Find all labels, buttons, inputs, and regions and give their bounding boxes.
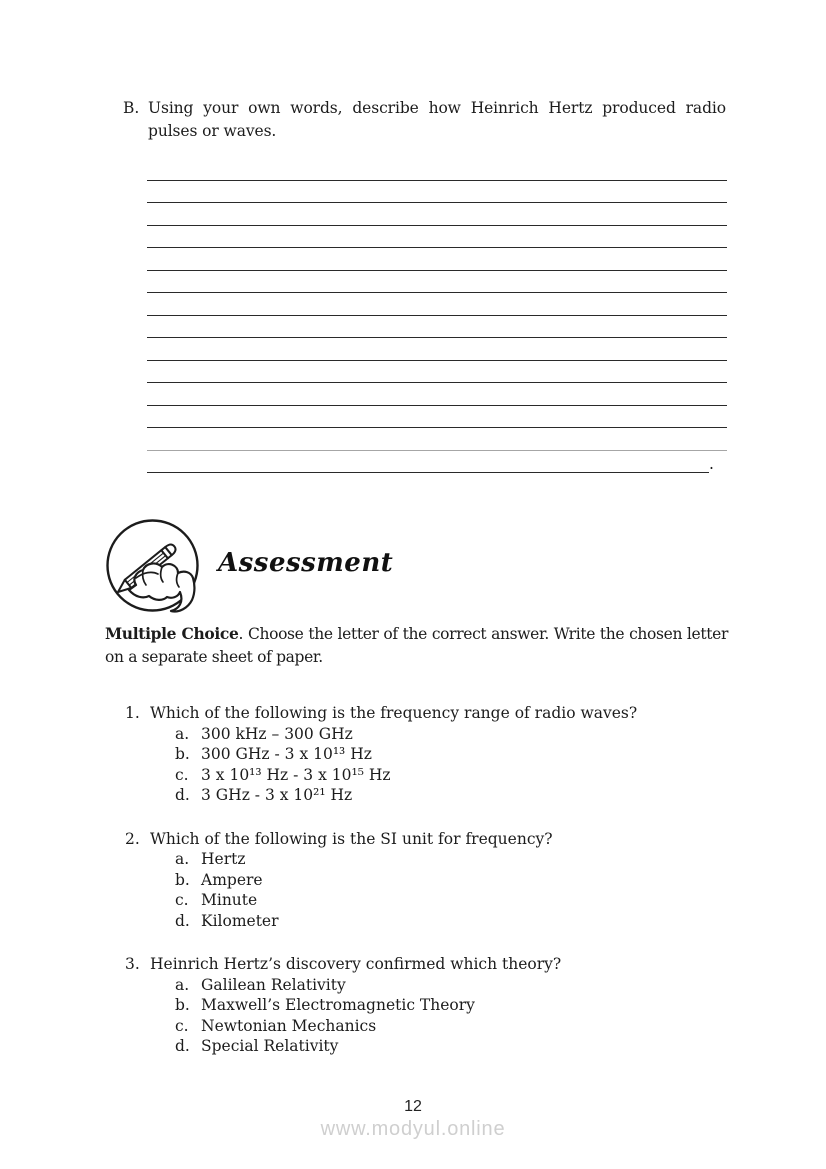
question-number: 2. — [125, 829, 140, 848]
question-item — [125, 703, 727, 806]
option-letter: c. — [175, 765, 189, 784]
option-item — [175, 870, 727, 891]
question-item — [125, 829, 727, 932]
answer-line-rule — [147, 451, 709, 474]
writing-hand-pencil-icon — [104, 518, 201, 613]
option-letter: b. — [175, 996, 190, 1014]
option-item — [175, 744, 727, 765]
question-text: Which of the following is the frequency range of radio waves? — [150, 704, 638, 722]
option-text: 300 GHz - 3 x 10¹³ Hz — [201, 745, 372, 763]
option-item — [175, 849, 727, 870]
answer-lines — [147, 158, 727, 473]
question-head — [125, 703, 727, 724]
answer-line — [147, 383, 727, 406]
option-text: 300 kHz – 300 GHz — [201, 724, 353, 743]
option-list — [175, 724, 727, 806]
answer-line: . — [147, 451, 727, 474]
option-text: 3 x 10¹³ Hz - 3 x 10¹⁵ Hz — [201, 765, 391, 784]
option-text: Galilean Relativity — [201, 975, 346, 994]
option-letter: d. — [175, 1037, 190, 1055]
option-letter: b. — [175, 870, 190, 889]
option-text: Newtonian Mechanics — [201, 1016, 377, 1035]
option-text: 3 GHz - 3 x 10²¹ Hz — [201, 786, 353, 804]
question-b-label: B. — [123, 99, 140, 117]
option-letter: a. — [175, 975, 190, 994]
answer-line — [147, 181, 727, 204]
page-number: 12 — [404, 1098, 422, 1115]
question-head — [125, 954, 727, 975]
answer-line — [147, 248, 727, 271]
answer-line — [147, 428, 727, 451]
option-letter: a. — [175, 850, 190, 868]
option-item — [175, 995, 727, 1016]
option-letter: a. — [175, 724, 190, 743]
option-list — [175, 849, 727, 931]
answer-line — [147, 158, 727, 181]
answer-line — [147, 293, 727, 316]
option-text: Kilometer — [201, 911, 279, 930]
option-text: Maxwell’s Electromagnetic Theory — [201, 996, 475, 1014]
option-item — [175, 890, 727, 911]
question-text: Heinrich Hertz’s discovery confirmed which theory? — [150, 955, 562, 973]
option-letter: c. — [175, 891, 189, 909]
multiple-choice-instructions — [105, 622, 728, 669]
option-letter: b. — [175, 745, 190, 763]
answer-line — [147, 316, 727, 339]
answer-line — [147, 203, 727, 226]
option-item — [175, 975, 727, 996]
answer-line — [147, 361, 727, 384]
instructions-body: . Choose the letter of the correct answer. Write the chosen letter on a separate sheet of paper. — [105, 625, 729, 666]
question-number: 3. — [125, 955, 140, 973]
option-item — [175, 911, 727, 932]
answer-line — [147, 226, 727, 249]
option-text: Minute — [201, 891, 258, 909]
option-item — [175, 785, 727, 806]
answer-line — [147, 338, 727, 361]
option-item — [175, 724, 727, 745]
watermark: www.modyul.online — [320, 1118, 506, 1140]
assessment-heading: Assessment — [218, 548, 394, 578]
option-item — [175, 1036, 727, 1057]
option-text: Special Relativity — [201, 1037, 339, 1055]
option-letter: d. — [175, 786, 190, 804]
option-text: Hertz — [201, 850, 246, 868]
option-list — [175, 975, 727, 1057]
answer-line — [147, 406, 727, 429]
question-head — [125, 829, 727, 850]
instructions-lead: Multiple Choice — [105, 624, 239, 643]
question-text: Which of the following is the SI unit for frequency? — [150, 829, 553, 848]
question-b-text: Using your own words, describe how Heinrich Hertz produced radio pulses or waves. — [148, 99, 726, 140]
option-letter: d. — [175, 911, 190, 930]
option-item — [175, 765, 727, 786]
question-number: 1. — [125, 704, 140, 722]
option-item — [175, 1016, 727, 1037]
answer-line — [147, 271, 727, 294]
option-letter: c. — [175, 1016, 189, 1035]
question-list — [125, 703, 727, 1080]
question-b — [123, 97, 726, 143]
question-item — [125, 954, 727, 1057]
option-text: Ampere — [201, 870, 263, 889]
